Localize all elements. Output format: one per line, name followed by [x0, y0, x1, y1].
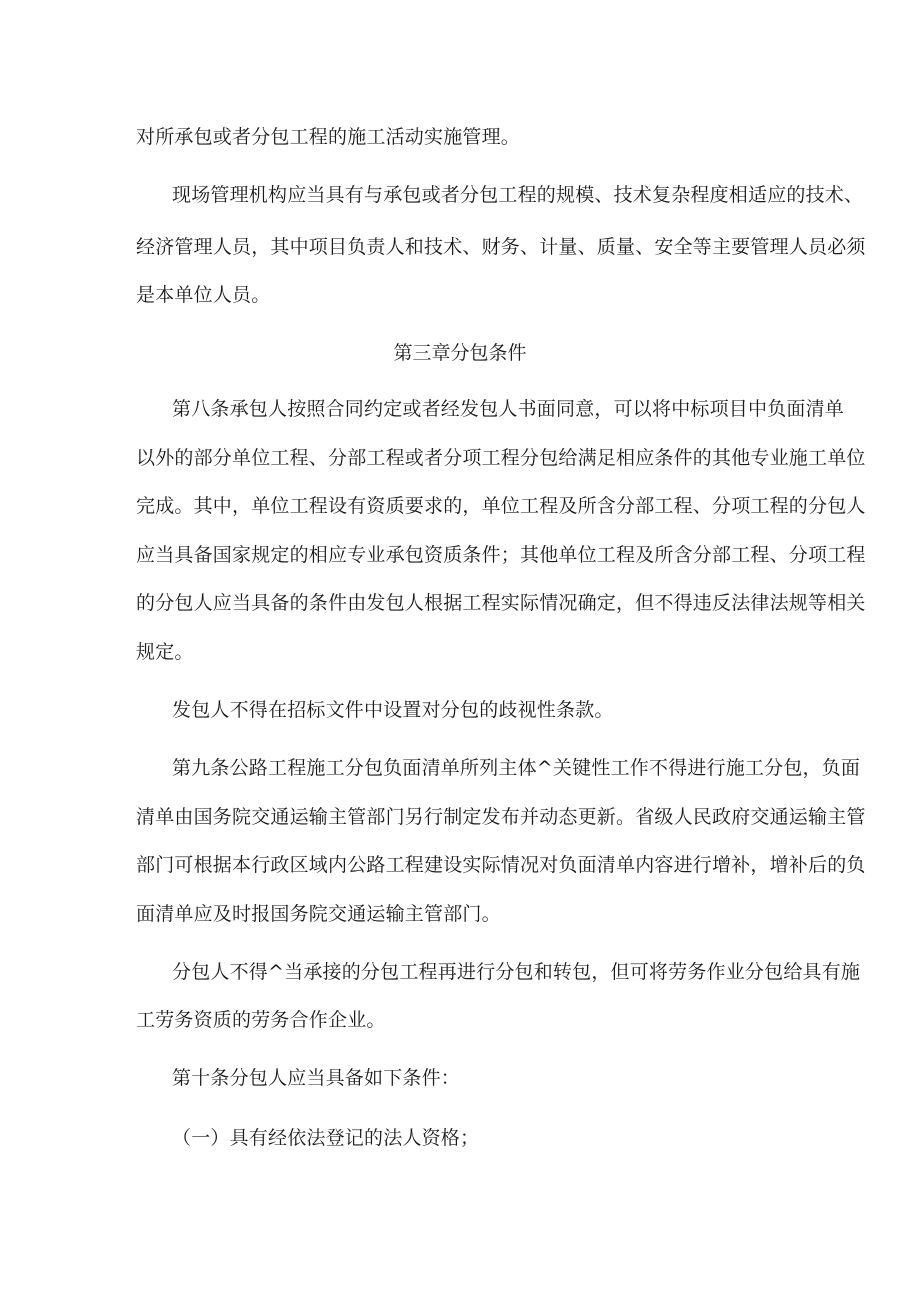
- paragraph-line: 应当具备国家规定的相应专业承包资质条件；其他单位工程及所含分部工程、分项工程: [136, 544, 866, 566]
- paragraph-line: 经济管理人员，其中项目负责人和技术、财务、计量、质量、安全等主要管理人员必须: [136, 236, 866, 258]
- paragraph-line: 现场管理机构应当具有与承包或者分包工程的规模、技术复杂程度相适应的技术、: [172, 184, 864, 206]
- paragraph-line: 工劳务资质的劳务合作企业。: [136, 1009, 386, 1031]
- paragraph-line: 清单由国务院交通运输主管部门另行制定发布并动态更新。省级人民政府交通运输主管: [136, 806, 866, 828]
- paragraph-line: 对所承包或者分包工程的施工活动实施管理。: [136, 126, 521, 148]
- paragraph-line: 第十条分包人应当具备如下条件：: [172, 1067, 461, 1089]
- paragraph-line: 规定。: [136, 641, 194, 663]
- paragraph-line: 完成。其中，单位工程设有资质要求的，单位工程及所含分部工程、分项工程的分包人: [136, 495, 866, 517]
- paragraph-line: 分包人不得^当承接的分包工程再进行分包和转包，但可将劳务作业分包给具有施: [172, 961, 861, 983]
- paragraph-line: 以外的部分单位工程、分部工程或者分项工程分包给满足相应条件的其他专业施工单位: [136, 447, 866, 469]
- paragraph-line: 发包人不得在招标文件中设置对分包的歧视性条款。: [172, 699, 614, 721]
- paragraph-line: 的分包人应当具备的条件由发包人根据工程实际情况确定，但不得违反法律法规等相关: [136, 592, 866, 614]
- paragraph-line: 第九条公路工程施工分包负面清单所列主体^关键性工作不得进行施工分包，负面: [172, 757, 861, 779]
- list-item: （一）具有经依法登记的法人资格；: [172, 1127, 480, 1149]
- paragraph-line: 是本单位人员。: [136, 284, 271, 306]
- paragraph-line: 第八条承包人按照合同约定或者经发包人书面同意，可以将中标项目中负面清单: [172, 398, 845, 420]
- paragraph-line: 面清单应及时报国务院交通运输主管部门。: [136, 903, 501, 925]
- chapter-heading: 第三章分包条件: [393, 342, 527, 364]
- paragraph-line: 部门可根据本行政区域内公路工程建设实际情况对负面清单内容进行增补，增补后的负: [136, 854, 866, 876]
